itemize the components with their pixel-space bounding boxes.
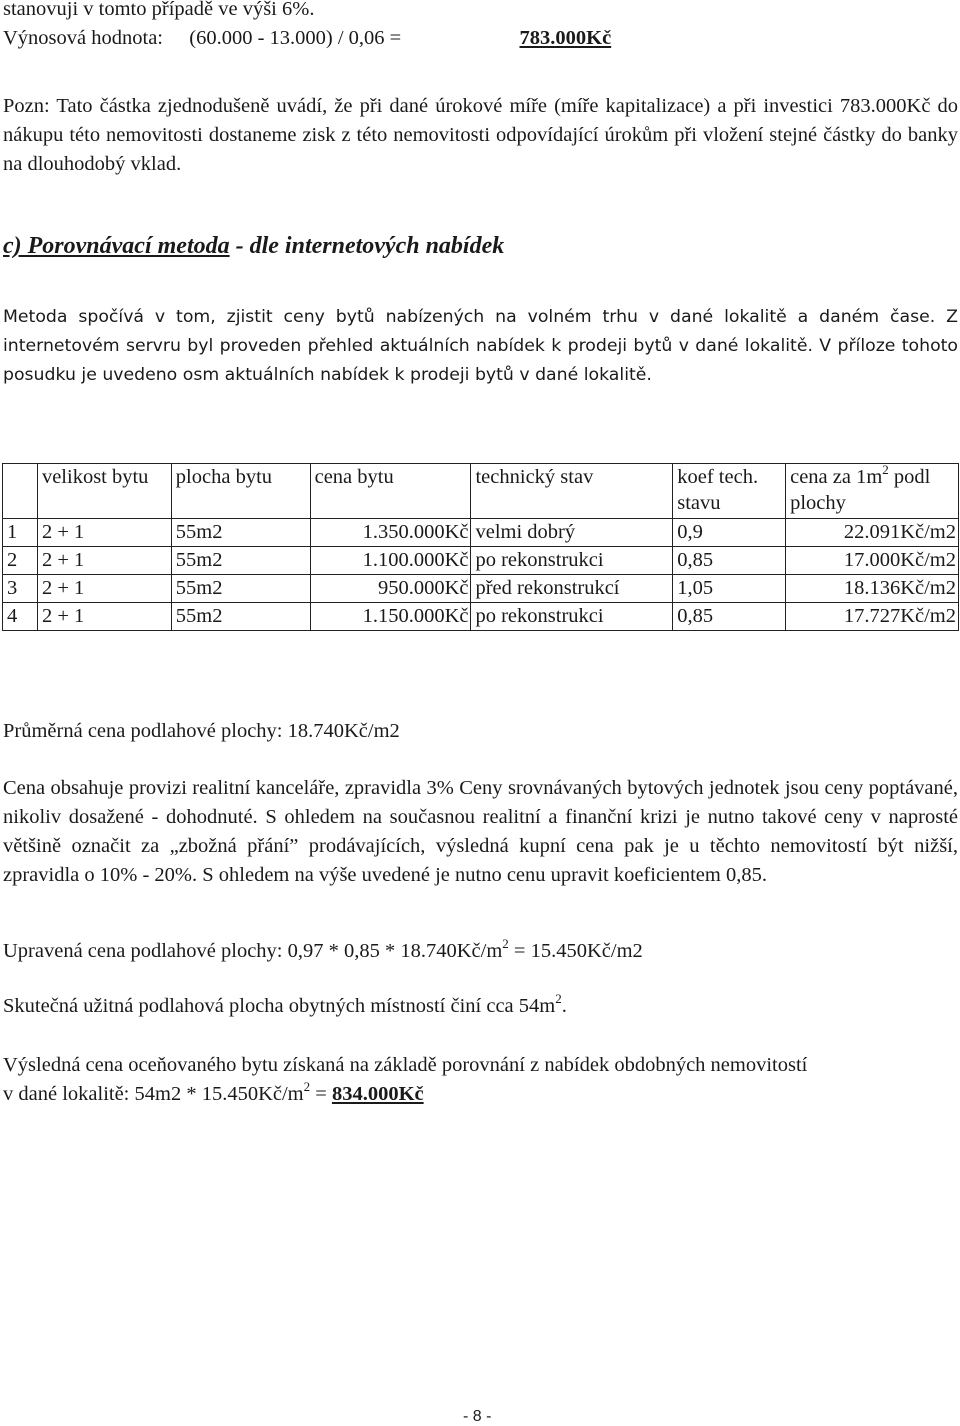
offers-table bbox=[2, 463, 959, 631]
section-heading bbox=[3, 233, 504, 260]
price-note-paragraph: Cena obsahuje provizi realitní kanceláře, zpravidla 3% Ceny srovnávaných bytových jednotek jsou ceny poptávané, nikoliv dosažené - dohodnuté. S ohledem na současnou realitní a finanční krizi je nutno takové ceny v naprosté většině označit za „zbožná přání” prodávajících, výsledná kupní cena pak je u těchto nemovitostí být nižší, zpravidla o 10% - 20%. S ohledem na výše uvedené je nutno cenu upravit koeficientem 0,85. bbox=[3, 777, 958, 886]
table-row: 2 2 + 1 55m2 1.100.000Kč po rekonstrukci 0,85 17.000Kč/m2 bbox=[3, 547, 959, 575]
header-cell: technický stav bbox=[471, 464, 673, 519]
note-paragraph: Pozn: Tato částka zjednodušeně uvádí, že při dané úrokové míře (míře kapitalizace) a při investici 783.000Kč do nákupu této nemovitosti dostaneme zisk z této nemovitosti odpovídající úrokům při vložení stejné částky do banky na dlouhodobý vklad. bbox=[3, 95, 958, 175]
result-value: 834.000Kč bbox=[331, 1083, 424, 1105]
yield-formula: (60.000 - 13.000) / 0,06 = bbox=[189, 27, 402, 49]
section-heading-title: c) Porovnávací metoda bbox=[3, 233, 230, 259]
yield-line bbox=[3, 27, 611, 50]
average-price: Průměrná cena podlahové plochy: 18.740Kč/m2 bbox=[3, 720, 400, 742]
yield-label: Výnosová hodnota: bbox=[3, 27, 163, 49]
header-cell: koef tech. stavu bbox=[673, 464, 786, 519]
table-header-row bbox=[3, 464, 959, 519]
table-row: 1 2 + 1 55m2 1.350.000Kč velmi dobrý 0,9 22.091Kč/m2 bbox=[3, 519, 959, 547]
result-paragraph: Výsledná cena oceňovaného bytu získaná na základě porovnání z nabídek obdobných nemovitostí v dané lokalitě: $54m2 * 15.450Kč/m^2$ = 834.000Kč bbox=[3, 1054, 808, 1105]
header-cell: cena za $1m^2$ podl plochy bbox=[786, 464, 959, 519]
table-row: 3 2 + 1 55m2 950.000Kč před rekonstrukcí 1,05 18.136Kč/m2 bbox=[3, 575, 959, 603]
usable-area: Skutečná užitná podlahová plocha obytných místností činí cca $54m^2$. bbox=[3, 991, 567, 1017]
adjusted-price: Upravená cena podlahové plochy: $0,97 * 0,85 * 18.740Kč/m^2$ = 15.450Kč/m2 bbox=[3, 936, 643, 962]
page-number: - 8 - bbox=[463, 1408, 492, 1425]
intro-line: stanovuji v tomto případě ve výši 6%. bbox=[3, 0, 315, 20]
yield-result: 783.000Kč bbox=[519, 27, 612, 49]
table-row: 4 2 + 1 55m2 1.150.000Kč po rekonstrukci 0,85 17.727Kč/m2 bbox=[3, 603, 959, 631]
header-cell: plocha bytu bbox=[171, 464, 310, 519]
method-paragraph: Metoda spočívá v tom, zjistit ceny bytů nabízených na volném trhu v dané lokalitě a daném čase. Z internetovém servru byl proveden přehled aktuálních nabídek k prodeji bytů v dané lokalitě. V příloze tohoto posudku je uvedeno osm aktuálních nabídek k prodeji bytů v dané lokalitě. bbox=[3, 307, 958, 385]
header-cell: velikost bytu bbox=[37, 464, 171, 519]
header-cell: cena bytu bbox=[310, 464, 471, 519]
header-cell bbox=[3, 464, 38, 519]
section-heading-subtitle: - dle internetových nabídek bbox=[229, 233, 505, 259]
